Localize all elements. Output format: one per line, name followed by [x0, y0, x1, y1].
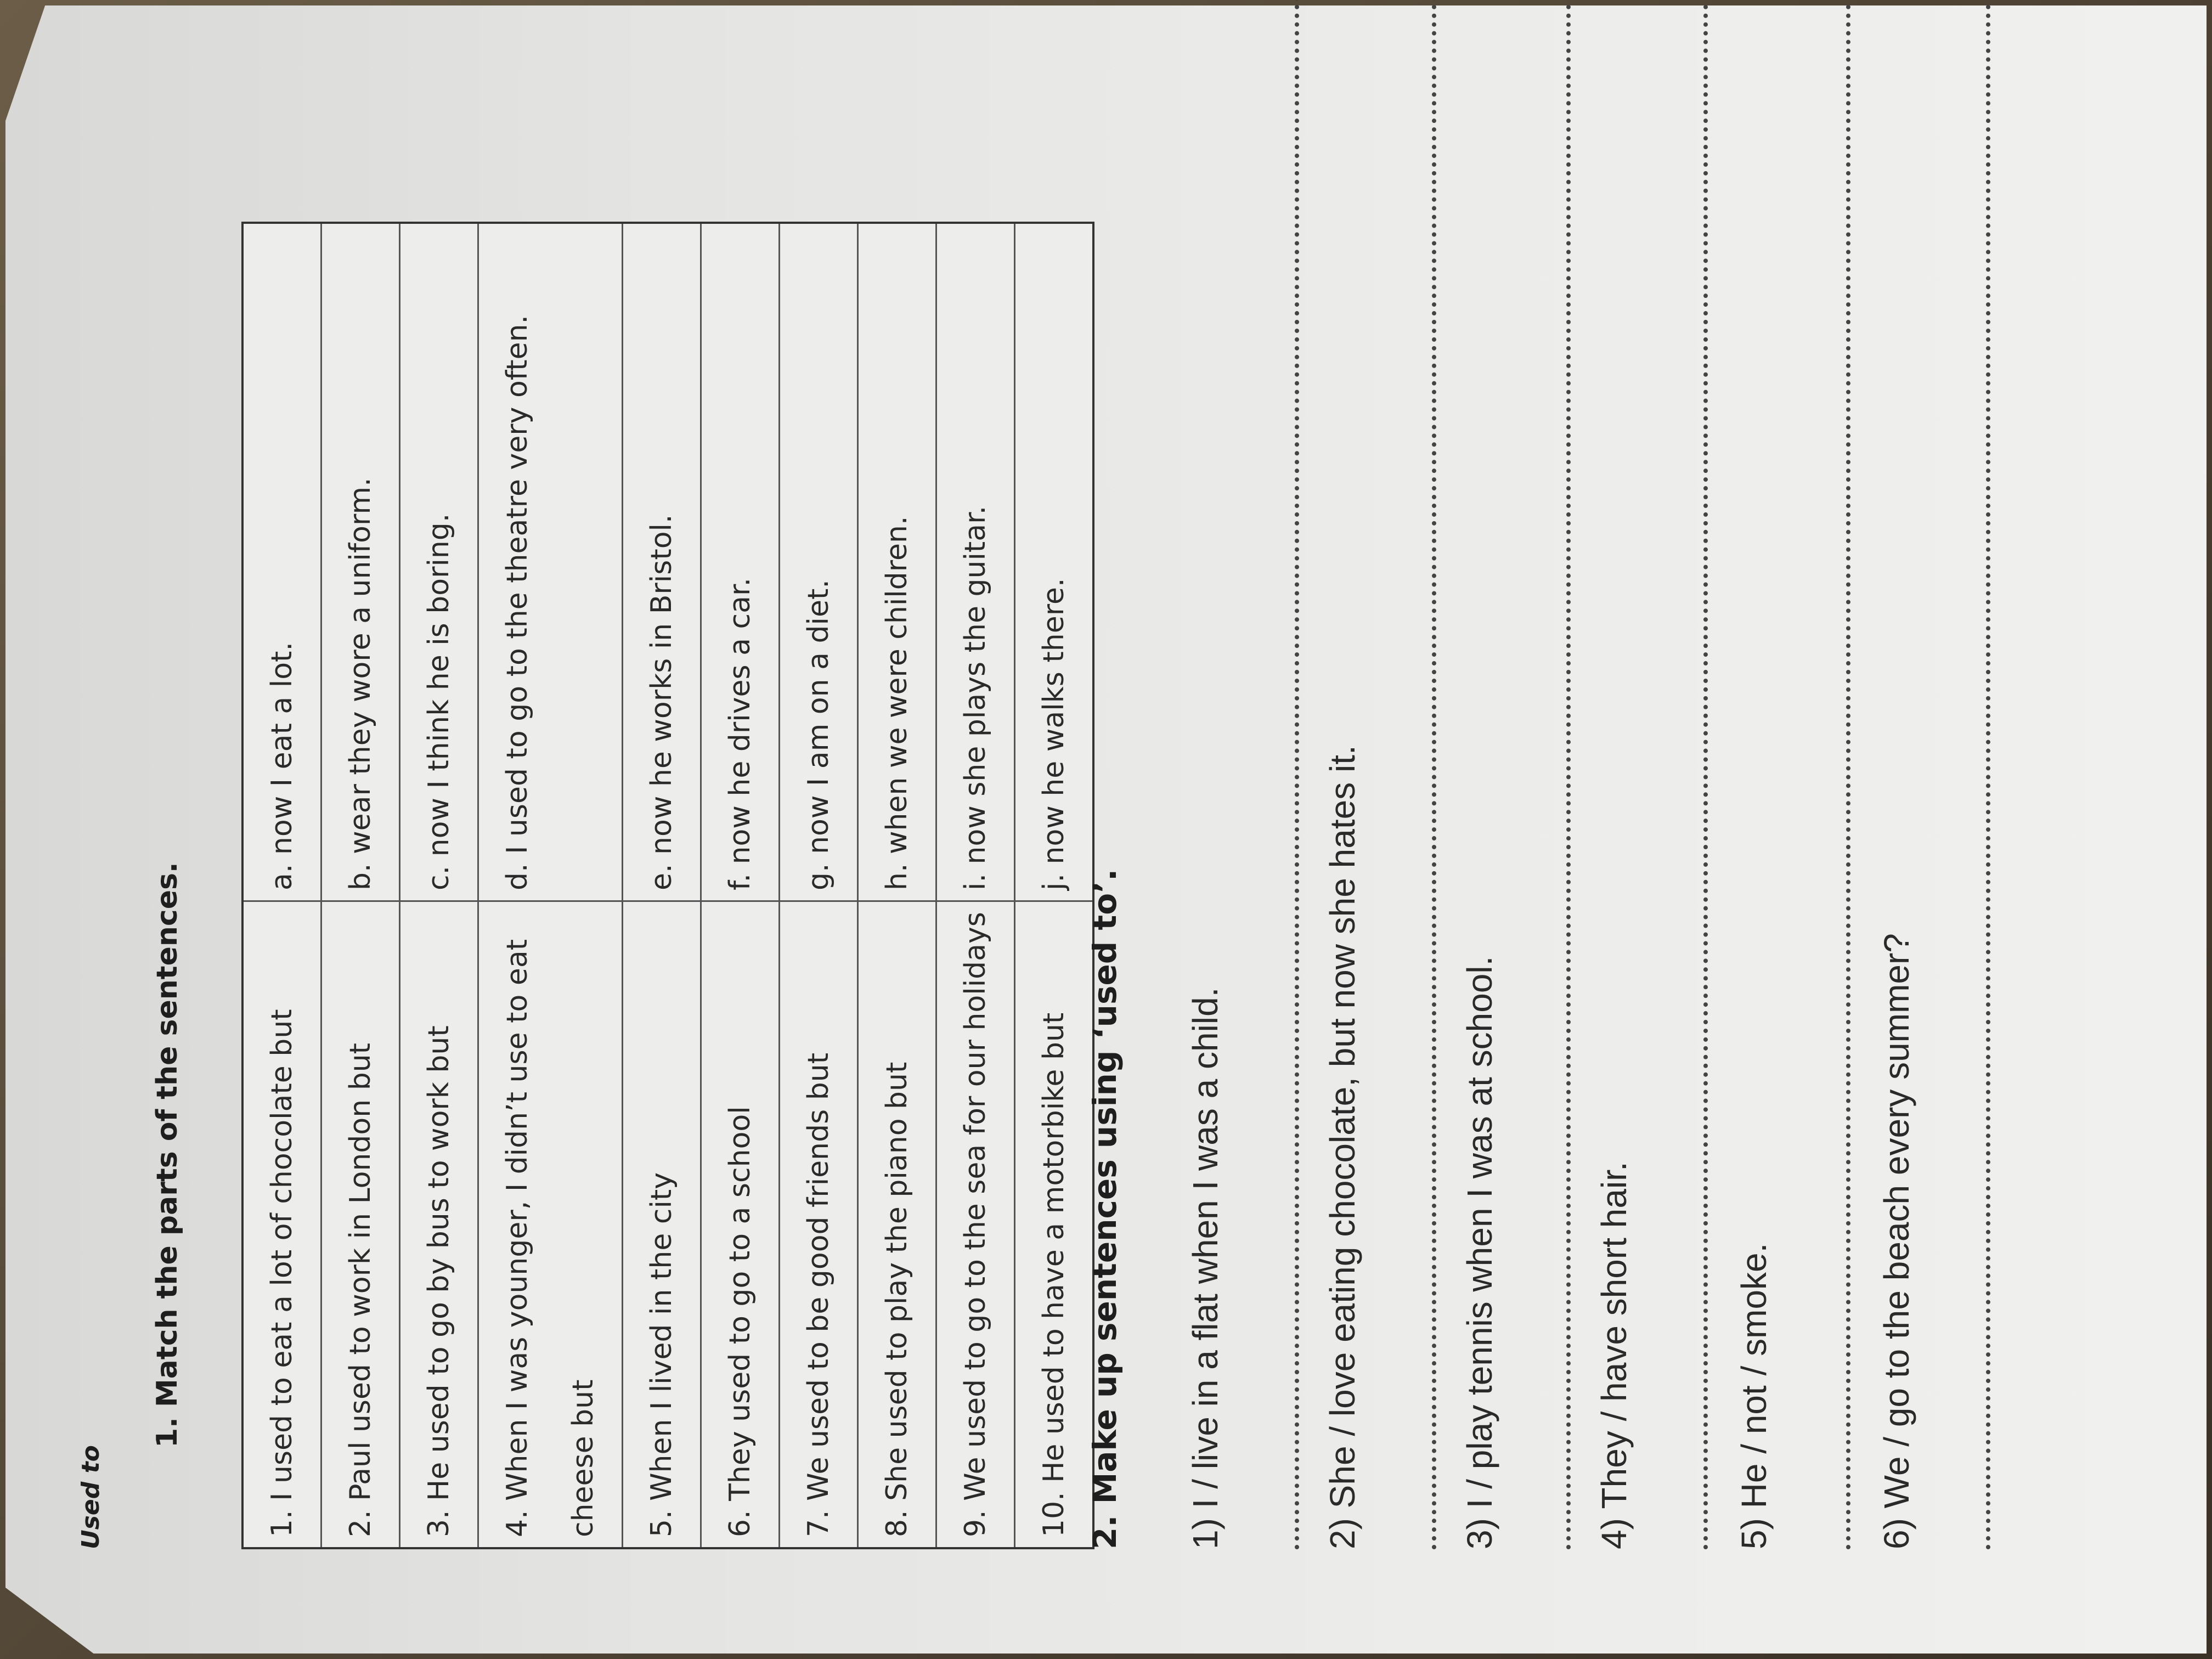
- sentence-end: j. now he walks there.: [1015, 223, 1094, 901]
- table-row: [1015, 223, 1094, 1548]
- matching-table: [241, 222, 1094, 1549]
- sentence-start: 2. Paul used to work in London but: [321, 901, 400, 1549]
- answer-line: [1703, 0, 1708, 1549]
- sentence-end: g. now I am on a diet.: [780, 223, 858, 901]
- sentence-start: 4. When I was younger, I didn’t use to eat cheese but: [478, 901, 623, 1549]
- table-row: [242, 223, 321, 1548]
- sentence-end: f. now he drives a car.: [701, 223, 780, 901]
- sentence-end: e. now he works in Bristol.: [623, 223, 701, 901]
- sentence-start: 7. We used to be good friends but: [780, 901, 858, 1549]
- table-row: [478, 223, 623, 1548]
- exercise-prompt: 6) We / go to the beach every summer?: [1877, 933, 1916, 1549]
- sentence-end: b. wear they wore a uniform.: [321, 223, 400, 901]
- exercise-prompt: 1) I / live in a flat when I was a child.: [1186, 987, 1225, 1549]
- sentence-start: 3. He used to go by bus to work but: [400, 901, 478, 1549]
- sentence-start: 8. She used to play the piano but: [858, 901, 936, 1549]
- table-row: [400, 223, 478, 1548]
- worksheet-title: Used to: [77, 1445, 105, 1549]
- answer-line: [1846, 0, 1850, 1549]
- sentence-end: h. when we were children.: [858, 223, 936, 901]
- sentence-start: 10. He used to have a motorbike but: [1015, 901, 1094, 1549]
- table-row: [701, 223, 780, 1548]
- table-row: [858, 223, 936, 1548]
- exercise-prompt: 5) He / not / smoke.: [1734, 1243, 1774, 1549]
- sentence-start: 9. We used to go to the sea for our holidays: [936, 901, 1015, 1549]
- table-row: [321, 223, 400, 1548]
- exercise-prompt: 2) She / love eating chocolate, but now she hates it.: [1323, 745, 1362, 1549]
- section-2-heading: 2. Make up sentences using ‘used to’.: [1086, 868, 1124, 1549]
- table-row: [780, 223, 858, 1548]
- section-1-heading: 1. Match the parts of the sentences.: [151, 862, 184, 1448]
- table-row: [623, 223, 701, 1548]
- sentence-end: c. now I think he is boring.: [400, 223, 478, 901]
- sentence-start: 5. When I lived in the city: [623, 901, 701, 1549]
- exercise-prompt: 4) They / have short hair.: [1594, 1161, 1634, 1549]
- table-row: [936, 223, 1015, 1548]
- answer-line: [1432, 0, 1436, 1549]
- sentence-end: a. now I eat a lot.: [242, 223, 321, 901]
- sentence-start: 6. They used to go to a school: [701, 901, 780, 1549]
- sentence-start: 1. I used to eat a lot of chocolate but: [242, 901, 321, 1549]
- exercise-prompt: 3) I / play tennis when I was at school.: [1460, 956, 1499, 1549]
- sentence-end: i. now she plays the guitar.: [936, 223, 1015, 901]
- sentence-end: d. I used to go to the theatre very often.: [478, 223, 623, 901]
- answer-line: [1986, 0, 1990, 1549]
- answer-line: [1566, 0, 1571, 1549]
- answer-line: [1295, 0, 1299, 1549]
